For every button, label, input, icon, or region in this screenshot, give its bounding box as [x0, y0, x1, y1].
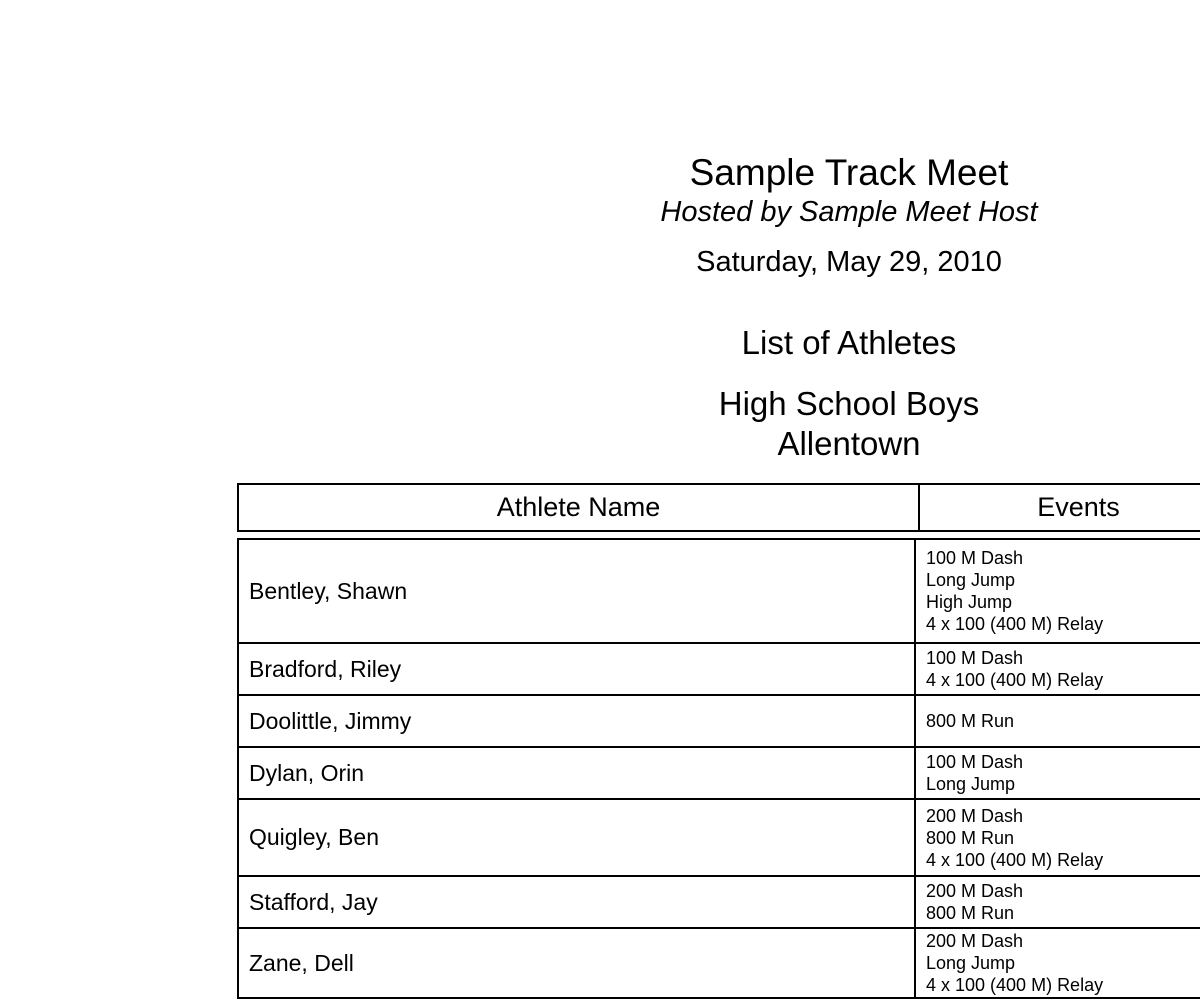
athlete-events [916, 748, 1200, 798]
report-title: List of Athletes [741, 324, 957, 361]
event-item: 800 M Run [926, 711, 1015, 731]
athlete-events [916, 540, 1200, 642]
column-header-athlete-name: Athlete Name [496, 492, 661, 522]
athlete-events [916, 929, 1200, 997]
table-row [239, 696, 1200, 748]
event-item: Long Jump [926, 774, 1016, 794]
athlete-name: Dylan, Orin [239, 748, 916, 798]
event-item: 800 M Run [926, 903, 1015, 923]
table-row [239, 748, 1200, 800]
table-row [239, 540, 1200, 644]
athlete-name: Stafford, Jay [239, 877, 916, 927]
table-header [237, 483, 1200, 532]
table-row [239, 929, 1200, 999]
athlete-events [916, 696, 1200, 746]
meet-title: Sample Track Meet [689, 152, 1009, 193]
event-item: 4 x 100 (400 M) Relay [926, 614, 1104, 634]
meet-host: Hosted by Sample Meet Host [660, 196, 1038, 228]
division-title: High School Boys [718, 385, 980, 422]
event-item: 100 M Dash [926, 648, 1024, 668]
athlete-name: Bentley, Shawn [239, 540, 916, 642]
athlete-name: Doolittle, Jimmy [239, 696, 916, 746]
athlete-name: Bradford, Riley [239, 644, 916, 694]
team-title: Allentown [777, 425, 921, 462]
event-item: 4 x 100 (400 M) Relay [926, 670, 1104, 690]
event-item: High Jump [926, 592, 1013, 612]
event-item: Long Jump [926, 953, 1016, 973]
meet-date: Saturday, May 29, 2010 [696, 246, 1002, 278]
table-row [239, 644, 1200, 696]
event-item: 200 M Dash [926, 805, 1024, 826]
athlete-events [916, 800, 1200, 875]
event-item: 4 x 100 (400 M) Relay [926, 849, 1104, 870]
table-row [239, 877, 1200, 929]
athlete-events [916, 877, 1200, 927]
event-item: 200 M Dash [926, 881, 1024, 901]
column-header-events: Events [918, 485, 1200, 530]
athlete-table [237, 538, 1200, 999]
athlete-name: Quigley, Ben [239, 800, 916, 875]
athlete-name: Zane, Dell [239, 929, 916, 997]
athlete-events [916, 644, 1200, 694]
event-item: Long Jump [926, 570, 1016, 590]
event-item: 4 x 100 (400 M) Relay [926, 975, 1104, 995]
table-row [239, 800, 1200, 877]
event-item: 100 M Dash [926, 548, 1024, 568]
event-item: 100 M Dash [926, 752, 1024, 772]
event-item: 200 M Dash [926, 931, 1024, 951]
event-item: 800 M Run [926, 827, 1015, 848]
